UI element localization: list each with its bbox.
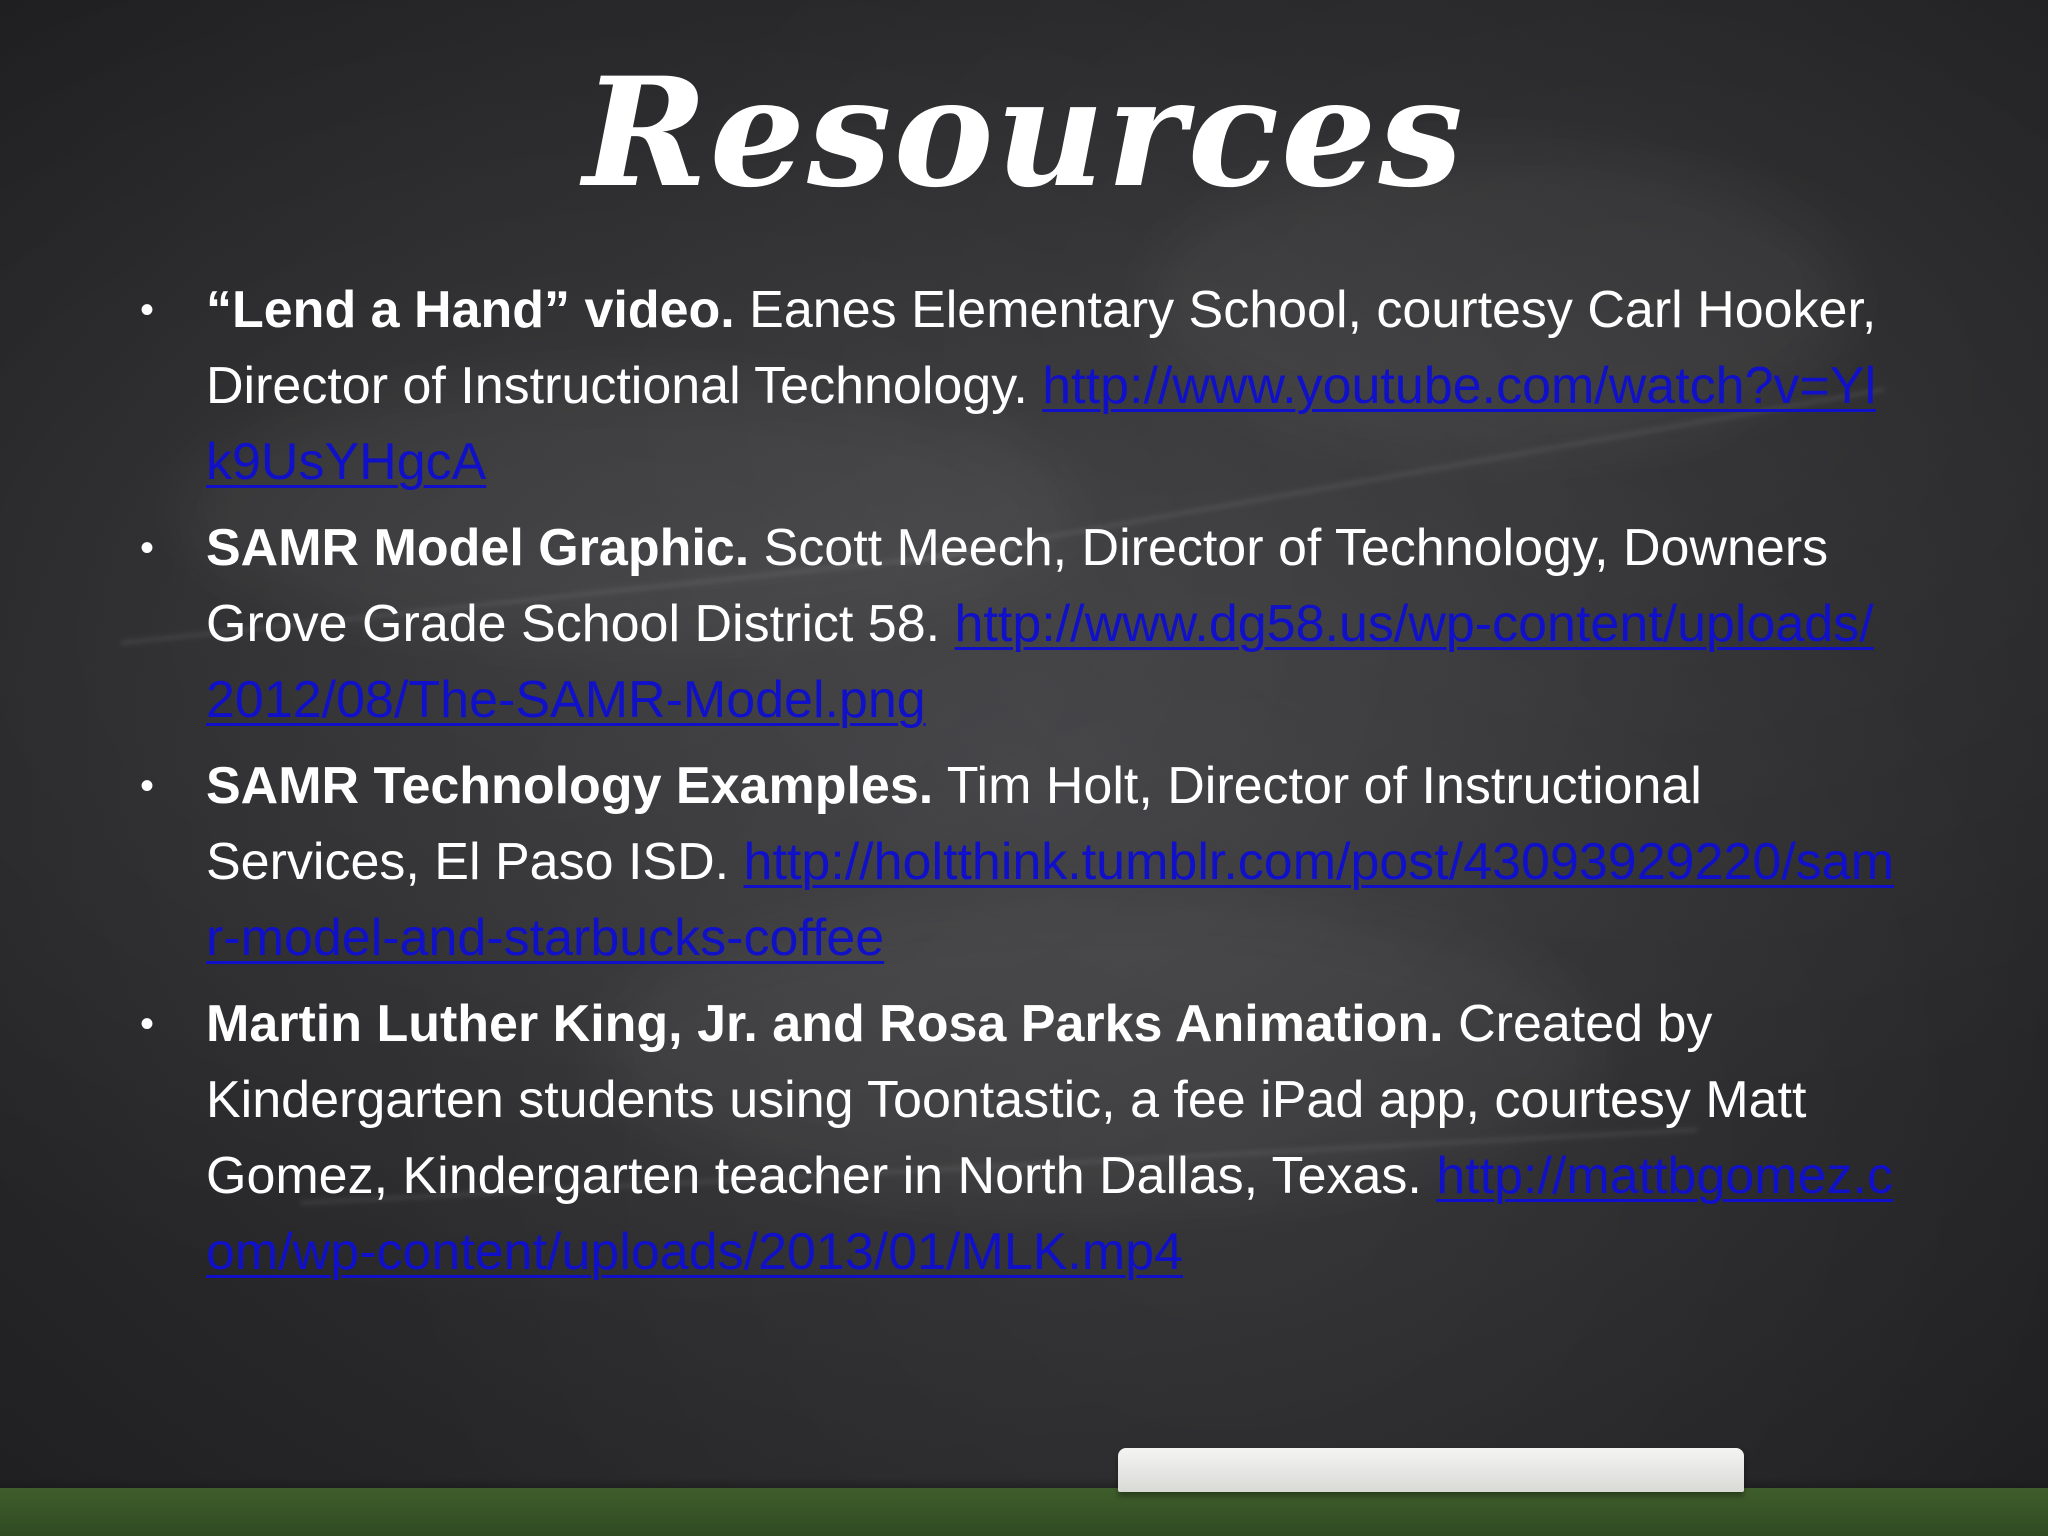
resource-description: Eanes Elementary School, courtesy Carl Hooker, Director of Instructional Technology.	[206, 281, 1877, 415]
resource-link[interactable]: http://mattbgomez.com/wp-content/uploads/2013/01/MLK.mp4	[206, 1147, 1893, 1281]
bullet-icon: •	[140, 288, 155, 332]
resource-list	[140, 272, 1900, 1300]
resource-description: Scott Meech, Director of Technology, Downers Grove Grade School District 58.	[206, 519, 1829, 653]
resource-link[interactable]: http://www.dg58.us/wp-content/uploads/2012/08/The-SAMR-Model.png	[206, 595, 1874, 729]
resource-link[interactable]: http://holtthink.tumblr.com/post/43093929220/samr-model-and-starbucks-coffee	[206, 833, 1895, 967]
chalk-stick-icon	[1118, 1448, 1744, 1492]
resource-item	[140, 748, 1900, 976]
slide-title: Resources	[583, 45, 1465, 221]
bullet-icon: •	[140, 1002, 155, 1046]
resource-description: Created by Kindergarten students using Toontastic, a fee iPad app, courtesy Matt Gomez, Kindergarten teacher in North Dallas, Texas.	[206, 995, 1807, 1205]
resource-title: “Lend a Hand” video.	[206, 281, 735, 339]
resource-title: SAMR Technology Examples.	[206, 757, 934, 815]
resource-item	[140, 986, 1900, 1290]
resource-title: Martin Luther King, Jr. and Rosa Parks Animation.	[206, 995, 1444, 1053]
resource-link[interactable]: http://www.youtube.com/watch?v=Ylk9UsYHgcA	[206, 357, 1877, 491]
bullet-icon: •	[140, 764, 155, 808]
resource-title: SAMR Model Graphic.	[206, 519, 750, 577]
resource-item	[140, 272, 1900, 500]
bullet-icon: •	[140, 526, 155, 570]
resource-item	[140, 510, 1900, 738]
resource-description: Tim Holt, Director of Instructional Services, El Paso ISD.	[206, 757, 1702, 891]
chalk-tray	[0, 1488, 2048, 1536]
